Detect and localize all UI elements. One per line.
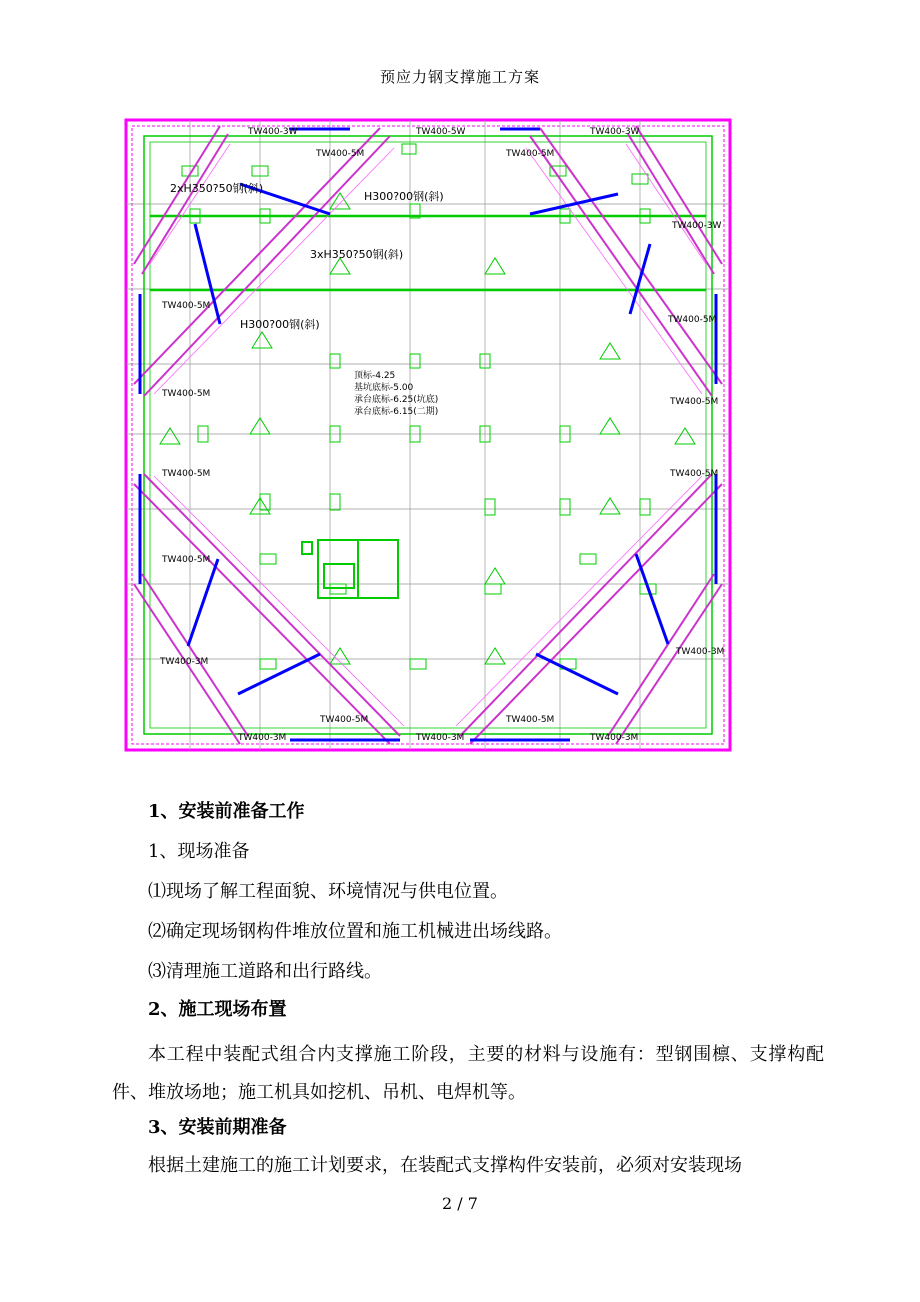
label-h300-b: H300?00钢(斜) <box>240 318 320 331</box>
label-tw400-top-left: TW400-3W <box>248 127 298 137</box>
label-tw400-right-6: TW400-3M <box>676 647 725 657</box>
label-tw400-bottom-right: TW400-3M <box>590 733 639 743</box>
axis-grid <box>126 120 730 750</box>
label-tw400-bottom-left: TW400-3M <box>238 733 287 743</box>
label-tw400-top-mid: TW400-5W <box>416 127 466 137</box>
label-tw400-bottom-2: TW400-5M <box>506 715 555 725</box>
page-header: 预应力钢支撑施工方案 <box>379 68 540 86</box>
support-plan-drawing <box>120 114 736 756</box>
label-h350-3: 3xH350?50钢(斜) <box>310 248 404 261</box>
blue-braces <box>140 129 719 740</box>
label-tw400-left-1: TW400-5M <box>162 301 211 311</box>
label-tw400-left-4: TW400-5M <box>162 555 211 565</box>
page-number: 2 / 7 <box>442 1194 478 1213</box>
label-elev-1: 顶标-4.25 <box>354 371 396 381</box>
outer-wall <box>126 120 730 750</box>
label-elev-4: 承台底标-6.15(二期) <box>354 407 439 417</box>
item-2: ⑵确定现场钢构件堆放位置和施工机械进出场线路。 <box>148 921 562 942</box>
heading-3: 3、安装前期准备 <box>148 1117 287 1138</box>
label-elev-3: 承台底标-6.25(坑底) <box>354 395 439 405</box>
label-h350-2: 2xH350?50钢(斜) <box>170 182 264 195</box>
label-tw400-right-3: TW400-5M <box>670 397 719 407</box>
inner-wall <box>132 126 724 744</box>
subheading-1: 1、现场准备 <box>148 841 250 862</box>
label-tw400-left-3: TW400-5M <box>162 469 211 479</box>
label-h300-a: H300?00钢(斜) <box>364 190 444 203</box>
label-tw400-5m-1: TW400-5M <box>316 149 365 159</box>
strut-details <box>150 144 706 726</box>
label-tw400-bottom-mid: TW400-3M <box>416 733 465 743</box>
waler-frame <box>144 136 712 734</box>
label-tw400-left-2: TW400-5M <box>162 389 211 399</box>
label-tw400-right-2: TW400-5M <box>668 315 717 325</box>
label-tw400-bottom-1: TW400-5M <box>320 715 369 725</box>
heading-2: 2、施工现场布置 <box>148 999 287 1020</box>
paragraph-2: 根据土建施工的施工计划要求，在装配式支撑构件安装前，必须对安装现场 <box>148 1155 742 1176</box>
label-elev-2: 基坑底标-5.00 <box>354 383 414 393</box>
drawing-svg <box>120 114 736 756</box>
item-3: ⑶清理施工道路和出行路线。 <box>148 961 382 982</box>
label-tw400-right-4: TW400-5M <box>670 469 719 479</box>
label-tw400-right-1: TW400-3W <box>672 221 722 231</box>
paragraph-1: 本工程中装配式组合内支撑施工阶段，主要的材料与设施有：型钢围檩、支撑构配件、堆放场地；施工机具如挖机、吊机、电焊机等。 <box>112 1044 824 1103</box>
section-heading-1 <box>112 798 824 826</box>
label-tw400-top-right: TW400-3W <box>590 127 640 137</box>
heading-1: 1、安装前准备工作 <box>148 801 305 822</box>
diagonal-struts <box>134 126 725 744</box>
label-tw400-5m-2: TW400-5M <box>506 149 555 159</box>
label-tw400-left-5: TW400-3M <box>160 657 209 667</box>
pit-detail <box>302 540 398 598</box>
item-1: ⑴现场了解工程面貌、环境情况与供电位置。 <box>148 881 508 902</box>
